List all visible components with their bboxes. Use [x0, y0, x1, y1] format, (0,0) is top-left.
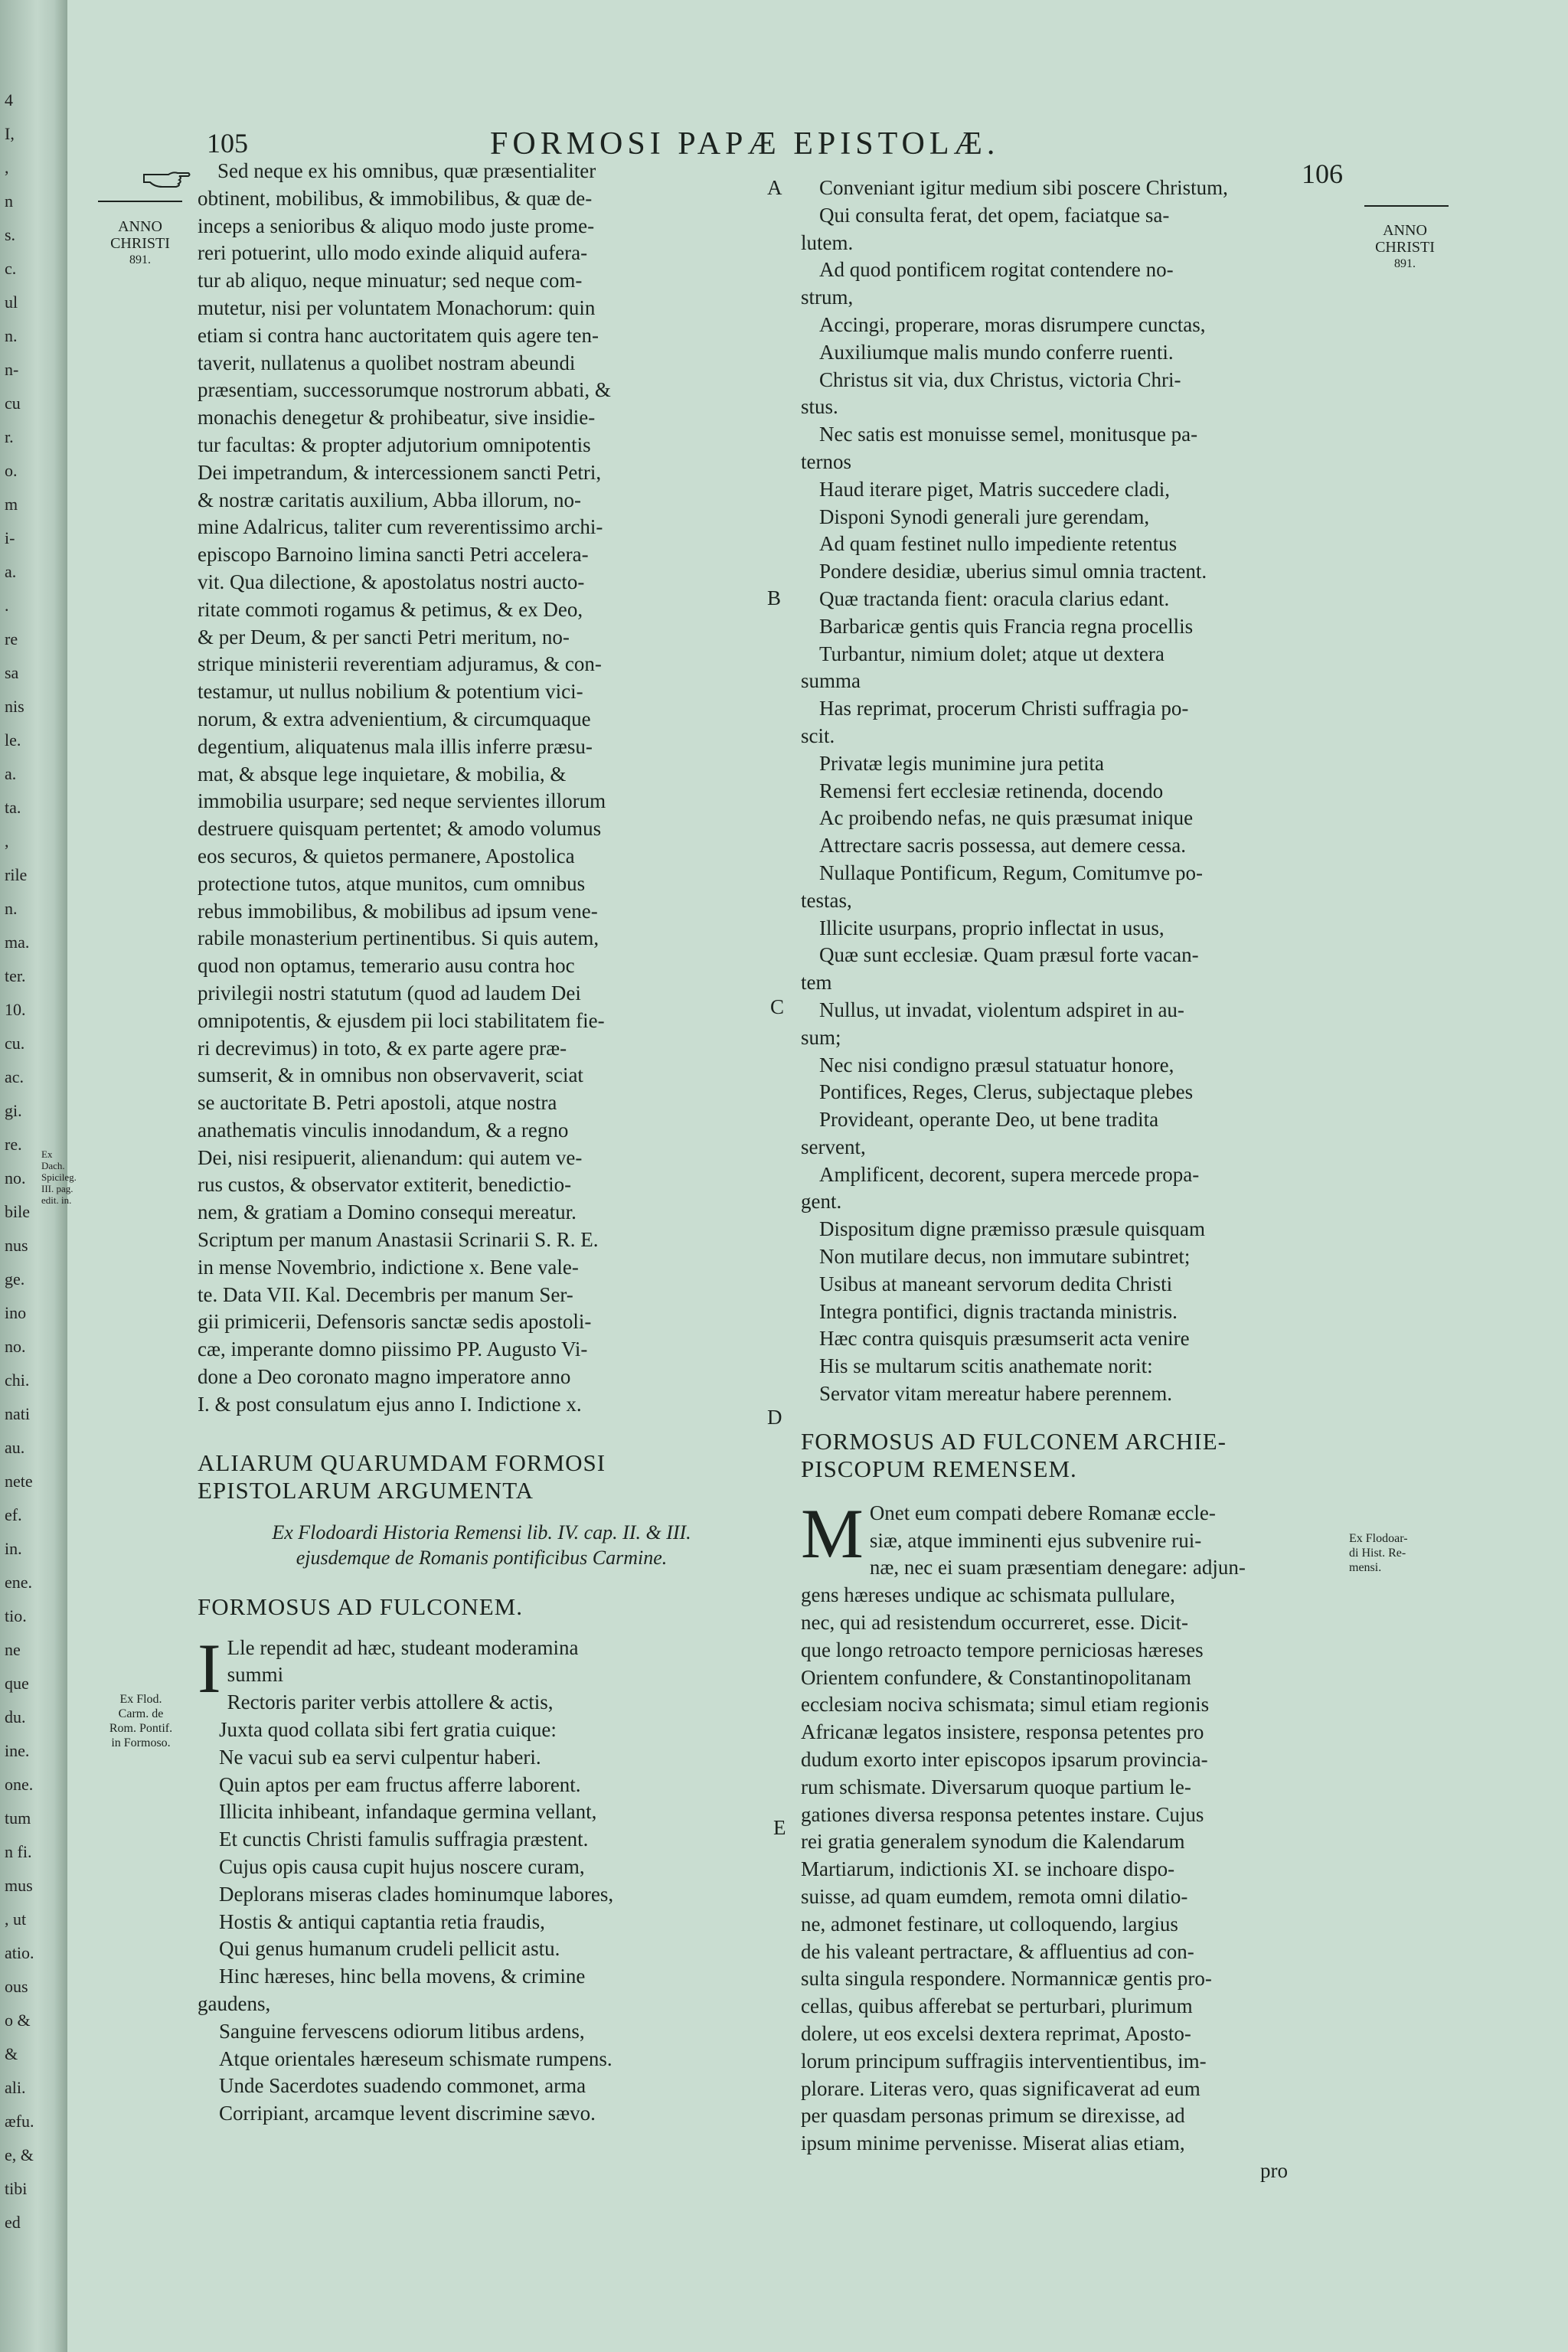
text-line: Barbaricæ gentis quis Francia regna procellis — [819, 614, 1194, 638]
text-line: sumserit, & in omnibus non observaverit, sciat — [198, 1063, 583, 1087]
text-line: Nec nisi condigno præsul statuatur honore, — [819, 1053, 1174, 1076]
adjacent-page-fragment: c. — [5, 259, 17, 278]
text-line: anathematis vinculis innodandum, & a regno — [198, 1118, 569, 1142]
text-line: omnipotentis, & ejusdem pii loci stabilitatem fie- — [198, 1008, 605, 1032]
section-letter-d: D — [767, 1406, 782, 1429]
anno-margin-left — [98, 218, 182, 269]
text-line: Ac proibendo nefas, ne quis præsumat inique — [819, 806, 1194, 830]
fulco-heading: FORMOSUS AD FULCONEM. — [198, 1592, 523, 1620]
adjacent-page-fragment: re — [5, 629, 18, 648]
text-line: in mense Novembrio, indictione x. Bene vale- — [198, 1255, 579, 1279]
text-line: summa — [801, 669, 861, 693]
text-line: se auctoritate B. Petri apostoli, atque nostra — [198, 1091, 557, 1115]
section-letter-e: E — [773, 1816, 786, 1839]
text-line: stus. — [801, 395, 838, 419]
text-line: nem, & gratiam a Domino consequi mereatur. — [198, 1200, 577, 1224]
adjacent-page-fragment: nus — [5, 1236, 28, 1255]
adjacent-page-fragment: atio. — [5, 1943, 34, 1962]
text-line: Attrectare sacris possessa, aut demere cessa. — [819, 834, 1187, 858]
text-line: mutetur, nisi per voluntatem Monachorum: quin — [198, 296, 596, 319]
adjacent-page-fragment: tio. — [5, 1606, 27, 1625]
text-line: rus custos, & observator extiterit, benedictio- — [198, 1173, 572, 1197]
anno-label: ANNO — [1383, 222, 1427, 239]
text-line: cæ, imperante domno piissimo PP. Augusto Vi- — [198, 1338, 588, 1361]
spine-note-line: Spicileg. — [41, 1171, 77, 1183]
text-line: rum schismate. Diversarum quoque partium le- — [801, 1775, 1191, 1798]
adjacent-page-fragment: ino — [5, 1303, 27, 1322]
adjacent-page-fragment: n fi. — [5, 1842, 32, 1861]
adjacent-page-fragment: rile — [5, 865, 28, 884]
adjacent-page-fragment: r. — [5, 427, 14, 446]
text-line: strum, — [801, 286, 854, 309]
left-column — [198, 158, 766, 2128]
text-line: Onet eum compati debere Romanæ eccle- — [869, 1501, 1216, 1524]
text-line: næ, nec ei suam præsentiam denegare: adjun- — [869, 1556, 1246, 1579]
adjacent-page-fragment: ul — [5, 292, 18, 312]
argumenta-source-line: ejusdemque de Romanis pontificibus Carmine. — [296, 1546, 668, 1569]
text-line: Dispositum digne præmisso præsule quisquam — [819, 1217, 1206, 1241]
poem-block — [198, 1628, 766, 2128]
text-line: gens hæreses undique ac schismata pullulare, — [801, 1583, 1175, 1607]
text-line: inceps a senioribus & aliquo modo juste prome- — [198, 214, 595, 237]
adjacent-page-fragment: m — [5, 495, 18, 514]
text-line: Illicita inhibeant, infandaque germina vellant, — [219, 1800, 597, 1824]
anno-year: 891. — [1394, 257, 1416, 270]
adjacent-page-fragment: n. — [5, 899, 18, 918]
adjacent-page-fragment: mus — [5, 1876, 33, 1895]
section-letter-c: C — [770, 995, 785, 1018]
text-line: Provideant, operante Deo, ut bene tradita — [819, 1108, 1159, 1132]
text-line: ternos — [801, 449, 851, 473]
text-line: degentium, aliquatenus mala illis inferre præsu- — [198, 734, 593, 758]
text-line: rei gratia generalem synodum die Kalendarum — [801, 1830, 1185, 1854]
text-line: lutem. — [801, 230, 854, 254]
text-line: destruere quisquam pertentet; & amodo volumus — [198, 817, 602, 841]
adjacent-page-fragment: tibi — [5, 2179, 28, 2198]
spine-note-line: III. pag. — [41, 1183, 74, 1194]
text-line: etiam si contra hanc auctoritatem quis agere ten- — [198, 323, 599, 347]
text-line: mine Adalricus, taliter cum reverentissimo archi- — [198, 515, 603, 539]
right-column — [801, 175, 1351, 2185]
text-line: summi — [227, 1663, 284, 1687]
argumenta-heading-line: EPISTOLARUM ARGUMENTA — [198, 1476, 534, 1504]
text-line: siæ, atque imminenti ejus subvenire rui- — [869, 1528, 1202, 1552]
text-line: Pontifices, Reges, Clerus, subjectaque plebes — [819, 1080, 1194, 1104]
adjacent-page-fragment: n — [5, 191, 13, 211]
text-line: Juxta quod collata sibi fert gratia cuique: — [219, 1718, 557, 1742]
adjacent-page-fragment: ac. — [5, 1067, 24, 1086]
adjacent-page-fragment: n- — [5, 360, 19, 379]
adjacent-page-fragment: cu — [5, 394, 21, 413]
drop-cap-m: M — [801, 1494, 864, 1573]
adjacent-page-fragment: æfu. — [5, 2112, 34, 2131]
adjacent-page-fragment: tum — [5, 1808, 31, 1828]
poem-continuation — [801, 175, 1351, 1408]
text-line: Amplificent, decorent, supera mercede propa- — [819, 1162, 1200, 1186]
text-line: Nullus, ut invadat, violentum adspiret in au- — [819, 998, 1184, 1021]
text-line: gii primicerii, Defensoris sanctæ sedis apostoli- — [198, 1310, 592, 1334]
adjacent-page-fragment: 4 — [5, 90, 13, 109]
source-note-line: Rom. Pontif. — [109, 1722, 173, 1735]
text-line: Dei, nisi resipuerit, alienandum: qui autem ve- — [198, 1145, 583, 1169]
text-line: plorare. Literas vero, quas significaverat ad eum — [801, 2076, 1200, 2100]
text-line: obtinent, mobilibus, & immobilibus, & quæ de- — [198, 186, 593, 210]
argumenta-source — [198, 1520, 766, 1570]
adjacent-page-fragment: nati — [5, 1404, 30, 1423]
poem-lines — [198, 1628, 766, 2128]
anno-christi: CHRISTI — [110, 235, 170, 252]
adjacent-page-fragment: , — [5, 158, 9, 177]
text-line: præsentiam, successorumque nostrorum abbati, & — [198, 378, 611, 402]
text-line: tem — [801, 971, 832, 995]
text-line: ri decrevimus) in toto, & ex parte agere præ- — [198, 1036, 567, 1060]
prose-lines — [801, 1494, 1351, 2185]
text-line: tur facultas: & propter adjutorium omnipotentis — [198, 433, 591, 456]
text-line: servent, — [801, 1135, 866, 1158]
text-line: Haud iterare piget, Matris succedere cladi, — [819, 477, 1171, 501]
text-line: Non mutilare decus, non immutare subintret; — [819, 1245, 1191, 1269]
adjacent-page-fragment: chi. — [5, 1370, 30, 1390]
adjacent-page-fragment: nete — [5, 1472, 33, 1491]
page-title: FORMOSI PAPÆ EPISTOLÆ. — [490, 126, 1000, 162]
text-line: Hinc hæreses, hinc bella movens, & crimine — [219, 1965, 586, 1988]
text-line: Remensi fert ecclesiæ retinenda, docendo — [819, 779, 1164, 802]
adjacent-page-fragment: & — [5, 2044, 18, 2063]
text-line: episcopo Barnoino limina sancti Petri accelera- — [198, 543, 589, 567]
adjacent-page-fragment: a. — [5, 562, 17, 581]
text-line: Martiarum, indictionis XI. se inchoare dispo- — [801, 1857, 1175, 1881]
spine-margin-note — [41, 1148, 77, 1206]
text-line: Pondere desidiæ, uberius simul omnia tractent. — [819, 560, 1207, 583]
text-line: Hæc contra quisquis præsumserit acta venire — [819, 1327, 1190, 1351]
text-line: Conveniant igitur medium sibi poscere Christum, — [819, 176, 1228, 199]
adjacent-page-fragment: ali. — [5, 2078, 26, 2097]
text-line: ipsum minime pervenisse. Miserat alias etiam, — [801, 2132, 1185, 2155]
text-line: Sanguine fervescens odiorum litibus ardens, — [219, 2019, 585, 2043]
text-line: Cujus opis causa cupit hujus noscere curam, — [219, 1855, 585, 1879]
text-line: sulta singula respondere. Normannicæ gentis pro- — [801, 1967, 1212, 1991]
adjacent-page-fragment: one. — [5, 1775, 34, 1794]
text-line: done a Deo coronato magno imperatore anno — [198, 1365, 571, 1389]
source-note-line: mensi. — [1349, 1561, 1382, 1574]
text-line: gationes diversa responsa petentes instare. Cujus — [801, 1802, 1204, 1826]
archiep-heading-line: PISCOPUM REMENSEM. — [801, 1455, 1077, 1482]
source-note-line: Ex Flod. — [119, 1693, 162, 1706]
text-line: Africanæ legatos insistere, responsa petentes pro — [801, 1720, 1204, 1744]
source-note-flod-hist — [1349, 1531, 1464, 1575]
anno-label: ANNO — [118, 218, 162, 235]
text-line: strique ministerii reverentiam adjuramus, & con- — [198, 652, 602, 676]
text-line: protectione tutos, atque munitos, cum omnibus — [198, 871, 586, 895]
adjacent-page-fragment: no. — [5, 1168, 26, 1187]
source-note-line: Ex Flodoar- — [1349, 1532, 1408, 1545]
argumenta-source-line: Ex Flodoardi Historia Remensi lib. IV. cap. II. & III. — [272, 1521, 691, 1544]
adjacent-page-fragment: nis — [5, 697, 24, 716]
section-letter-b: B — [767, 586, 782, 609]
adjacent-page-fragment: ge. — [5, 1269, 25, 1289]
source-note-flod-carm — [80, 1692, 202, 1750]
adjacent-page-fragment: le. — [5, 730, 21, 750]
margin-rule-left — [98, 201, 182, 202]
adjacent-page-edge — [0, 0, 77, 2352]
adjacent-page-fragment: que — [5, 1674, 29, 1693]
adjacent-page-fragment: ef. — [5, 1505, 22, 1524]
archiep-heading-line: FORMOSUS AD FULCONEM ARCHIE- — [801, 1427, 1227, 1455]
text-line: Integra pontifici, dignis tractanda ministris. — [819, 1299, 1178, 1323]
adjacent-page-fragment: au. — [5, 1438, 25, 1457]
adjacent-page-fragment: ma. — [5, 933, 30, 952]
adjacent-page-fragment: sa — [5, 663, 19, 682]
text-line: Et cunctis Christi famulis suffragia præstent. — [219, 1828, 589, 1851]
pointing-hand-icon — [142, 164, 191, 190]
page-number-right: 106 — [1302, 158, 1343, 189]
adjacent-page-fragment: a. — [5, 764, 17, 783]
text-line: Ad quam festinet nullo impediente retentus — [819, 532, 1178, 556]
text-line: suisse, ad quam eumdem, remota omni dilatio- — [801, 1885, 1188, 1909]
text-line: Dei impetrandum, & intercessionem sancti Petri, — [198, 460, 602, 484]
text-line: rabile monasterium pertinentibus. Si quis autem, — [198, 926, 599, 950]
adjacent-page-fragment: I, — [5, 124, 15, 143]
text-line: norum, & extra advenientium, & circumquaque — [198, 707, 591, 730]
adjacent-page-fragment: 10. — [5, 1000, 26, 1019]
text-line: dudum exorto inter episcopos ipsarum provincia- — [801, 1748, 1208, 1772]
argumenta-heading-line: ALIARUM QUARUMDAM FORMOSI — [198, 1449, 606, 1476]
text-line: gaudens, — [198, 1992, 271, 2016]
text-line: Auxiliumque malis mundo conferre ruenti. — [819, 340, 1174, 364]
spine-note-line: edit. in. — [41, 1194, 72, 1206]
text-line: ecclesiam nociva schismata; simul etiam regionis — [801, 1693, 1210, 1717]
text-line: testas, — [801, 888, 852, 912]
adjacent-page-fragment: bile — [5, 1202, 30, 1221]
source-note-line: in Formoso. — [111, 1736, 171, 1749]
text-line: I. & post consulatum ejus anno I. Indictione x. — [198, 1392, 582, 1416]
text-line: & nostræ caritatis auxilium, Abba illorum, no- — [198, 488, 581, 511]
adjacent-page-fragment: ter. — [5, 966, 26, 985]
text-line: per quasdam personas primum se direxisse, ad — [801, 2104, 1185, 2128]
text-line: vit. Qua dilectione, & apostolatus nostri aucto- — [198, 570, 585, 593]
text-line: nec, qui ad resistendum occurreret, esse. Dicit- — [801, 1611, 1189, 1635]
source-note-line: Carm. de — [118, 1707, 164, 1720]
text-line: de his valeant pertractare, & affluentius ad con- — [801, 1939, 1194, 1963]
text-line: Hostis & antiqui captantia retia fraudis, — [219, 1909, 545, 1933]
text-line: monachis denegetur & prohibeatur, sive insidie- — [198, 406, 596, 430]
source-note-line: di Hist. Re- — [1349, 1547, 1406, 1560]
adjacent-page-fragment: , ut — [5, 1909, 27, 1929]
letter-body — [198, 158, 766, 1419]
text-line: scit. — [801, 724, 835, 747]
margin-rule-right — [1364, 205, 1449, 207]
adjacent-page-fragment: ed — [5, 2213, 21, 2232]
adjacent-page-fragment: . — [5, 596, 9, 615]
text-line: Disponi Synodi generali jure gerendam, — [819, 505, 1150, 528]
adjacent-page-fragment: ous — [5, 1977, 28, 1996]
anno-margin-right — [1355, 222, 1455, 273]
text-line: Scriptum per manum Anastasii Scrinarii S. R. E. — [198, 1228, 599, 1252]
text-line: te. Data VII. Kal. Decembris per manum Ser- — [198, 1282, 573, 1306]
text-line: Nullaque Pontificum, Regum, Comitumve po- — [819, 861, 1203, 884]
text-line: pro — [1260, 2158, 1288, 2182]
text-line: ritate commoti rogamus & petimus, & ex Deo, — [198, 597, 583, 621]
text-line: quod non optamus, temerario ausu contra hoc — [198, 954, 575, 978]
text-line: & per Deum, & per sancti Petri meritum, no- — [198, 625, 570, 648]
page-number-left: 105 — [207, 128, 248, 158]
text-line: ne, admonet festinare, ut colloquendo, largius — [801, 1912, 1178, 1936]
text-line: Quin aptos per eam fructus afferre laborent. — [219, 1772, 581, 1796]
adjacent-page-fragment: re. — [5, 1135, 22, 1154]
adjacent-page-fragment: no. — [5, 1337, 26, 1356]
adjacent-page-fragment: n. — [5, 326, 18, 345]
text-line: dolere, ut eos excelsi dextera reprimat, Aposto- — [801, 2022, 1191, 2045]
text-line: Atque orientales hæreseum schismate rumpens. — [219, 2047, 612, 2070]
text-line: Quæ tractanda fient: oracula clarius edant. — [819, 586, 1170, 610]
adjacent-page-fragment: in. — [5, 1539, 22, 1558]
text-line: Orientem confundere, & Constantinopolitanam — [801, 1665, 1191, 1689]
text-line: Nec satis est monuisse semel, monitusque pa- — [819, 423, 1198, 446]
text-line: taverit, nullatenus a quolibet nostram abeundi — [198, 351, 576, 374]
anno-year: 891. — [129, 253, 151, 266]
adjacent-page-fragment: s. — [5, 225, 16, 244]
adjacent-page-fragment: o & — [5, 2011, 31, 2030]
text-line: immobilia usurpare; sed neque servientes illorum — [198, 789, 606, 813]
text-line: Illicite usurpans, proprio inflectat in usus, — [819, 916, 1165, 939]
adjacent-page-fragment: gi. — [5, 1101, 22, 1120]
argumenta-heading — [198, 1449, 766, 1504]
prose-block — [801, 1494, 1351, 2185]
text-line: Servator vitam mereatur habere perennem. — [819, 1382, 1173, 1406]
text-line: Lle rependit ad hæc, studeant moderamina — [227, 1635, 579, 1659]
drop-cap-i: I — [198, 1628, 221, 1707]
text-line: Unde Sacerdotes suadendo commonet, arma — [219, 2074, 586, 2098]
text-line: Turbantur, nimium dolet; atque ut dextera — [819, 642, 1165, 665]
adjacent-page-fragment: cu. — [5, 1034, 25, 1053]
text-line: His se multarum scitis anathemate norit: — [819, 1354, 1153, 1378]
text-line: Usibus at maneant servorum dedita Christi — [819, 1272, 1173, 1295]
adjacent-page-fragment: ine. — [5, 1741, 30, 1760]
text-line: tur ab aliquo, neque minuatur; sed neque com- — [198, 269, 583, 292]
text-line: Rectoris pariter verbis attollere & actis, — [227, 1690, 554, 1714]
text-line: Qui consulta ferat, det opem, faciatque sa- — [819, 203, 1170, 227]
adjacent-page-fragment: ne — [5, 1640, 21, 1659]
adjacent-page-fragment: e, & — [5, 2145, 34, 2164]
text-line: Qui genus humanum crudeli pellicit astu. — [219, 1937, 560, 1961]
text-line: Has reprimat, procerum Christi suffragia po- — [819, 697, 1189, 720]
text-line: cellas, quibus afferebat se perturbari, plurimum — [801, 1994, 1193, 2018]
text-line: sum; — [801, 1025, 841, 1049]
text-line: Deplorans miseras clades hominumque labores, — [219, 1882, 614, 1906]
text-line: lorum principum suffragiis interventientibus, im- — [801, 2049, 1207, 2073]
text-line: testamur, ut nullus nobilium & potentium vici- — [198, 680, 583, 704]
text-line: Accingi, properare, moras disrumpere cunctas, — [819, 312, 1206, 336]
text-line: que longo retroacto tempore perniciosas hæreses — [801, 1638, 1204, 1661]
text-line: Ad quod pontificem rogitat contendere no- — [819, 258, 1174, 282]
spine-note-line: Ex Dach. — [41, 1148, 65, 1171]
text-line: Quæ sunt ecclesiæ. Quam præsul forte vacan- — [819, 943, 1199, 967]
text-line: Corripiant, arcamque levent discrimine sævo. — [219, 2102, 596, 2125]
text-line: Sed neque ex his omnibus, quæ præsentialiter — [217, 159, 596, 182]
text-line: rebus immobilibus, & mobilibus ad ipsum vene- — [198, 899, 598, 923]
adjacent-page-fragment: o. — [5, 461, 18, 480]
text-line: mat, & absque lege inquietare, & mobilia, & — [198, 762, 567, 786]
section-letter-a: A — [767, 176, 782, 199]
adjacent-page-fragment: ta. — [5, 798, 21, 817]
adjacent-page-fragment: ene. — [5, 1573, 33, 1592]
text-line: Privatæ legis munimine jura petita — [819, 751, 1104, 775]
archiep-heading — [801, 1428, 1351, 1483]
adjacent-page-fragment: du. — [5, 1707, 26, 1726]
anno-christi: CHRISTI — [1375, 239, 1435, 256]
text-line: Ne vacui sub ea servi culpentur haberi. — [219, 1745, 541, 1769]
text-line: privilegii nostri statutum (quod ad laudem Dei — [198, 981, 581, 1004]
text-line: eos securos, & quietos permanere, Apostolica — [198, 844, 575, 867]
adjacent-page-fragment: , — [5, 831, 9, 851]
adjacent-page-fragment: i- — [5, 528, 15, 547]
text-line: gent. — [801, 1190, 842, 1214]
text-line: reri potuerint, ullo modo exinde aliquid aufera- — [198, 241, 588, 265]
text-line: Christus sit via, dux Christus, victoria Chri- — [819, 368, 1181, 391]
